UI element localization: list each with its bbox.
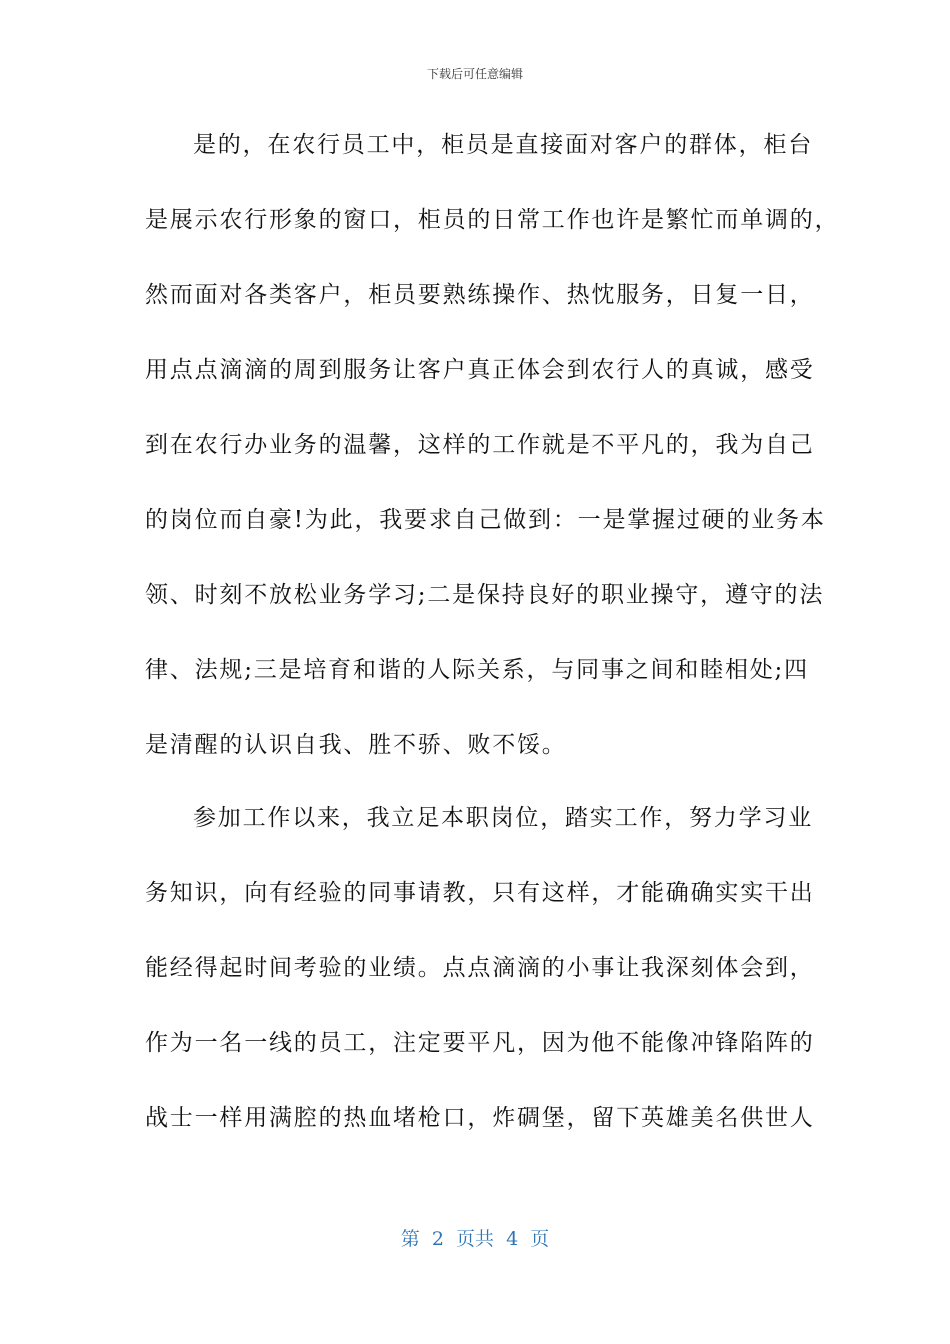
- paragraph-2-line-2: 务知识，向有经验的同事请教，只有这样，才能确确实实干出: [145, 880, 815, 906]
- paragraph-1-line-6: 的岗位而自豪!为此，我要求自己做到：一是掌握过硬的业务本: [145, 507, 826, 533]
- paragraph-2-line-1: 参加工作以来，我立足本职岗位，踏实工作，努力学习业: [193, 805, 813, 831]
- paragraph-2-line-5: 战士一样用满腔的热血堵枪口，炸碉堡，留下英雄美名供世人: [145, 1105, 815, 1131]
- paragraph-1-line-5: 到在农行办业务的温馨，这样的工作就是不平凡的，我为自己: [145, 432, 815, 458]
- paragraph-1-line-1: 是的，在农行员工中，柜员是直接面对客户的群体，柜台: [193, 132, 813, 158]
- paragraph-1-line-2: 是展示农行形象的窗口，柜员的日常工作也许是繁忙而单调的，: [145, 207, 840, 233]
- paragraph-1-line-7: 领、时刻不放松业务学习;二是保持良好的职业操守，遵守的法: [145, 582, 825, 608]
- paragraph-1-line-8: 律、法规;三是培育和谐的人际关系，与同事之间和睦相处;四: [145, 657, 809, 683]
- paragraph-1-line-9: 是清醒的认识自我、胜不骄、败不馁。: [145, 732, 567, 758]
- page-number-footer: 第 2 页共 4 页: [400, 1228, 550, 1250]
- paragraph-1-line-3: 然而面对各类客户，柜员要熟练操作、热忱服务，日复一日，: [145, 282, 815, 308]
- paragraph-2-line-4: 作为一名一线的员工，注定要平凡，因为他不能像冲锋陷阵的: [145, 1030, 815, 1056]
- page-header: 下载后可任意编辑: [426, 67, 523, 81]
- paragraph-2-line-3: 能经得起时间考验的业绩。点点滴滴的小事让我深刻体会到，: [145, 955, 815, 981]
- paragraph-1-line-4: 用点点滴滴的周到服务让客户真正体会到农行人的真诚，感受: [145, 357, 815, 383]
